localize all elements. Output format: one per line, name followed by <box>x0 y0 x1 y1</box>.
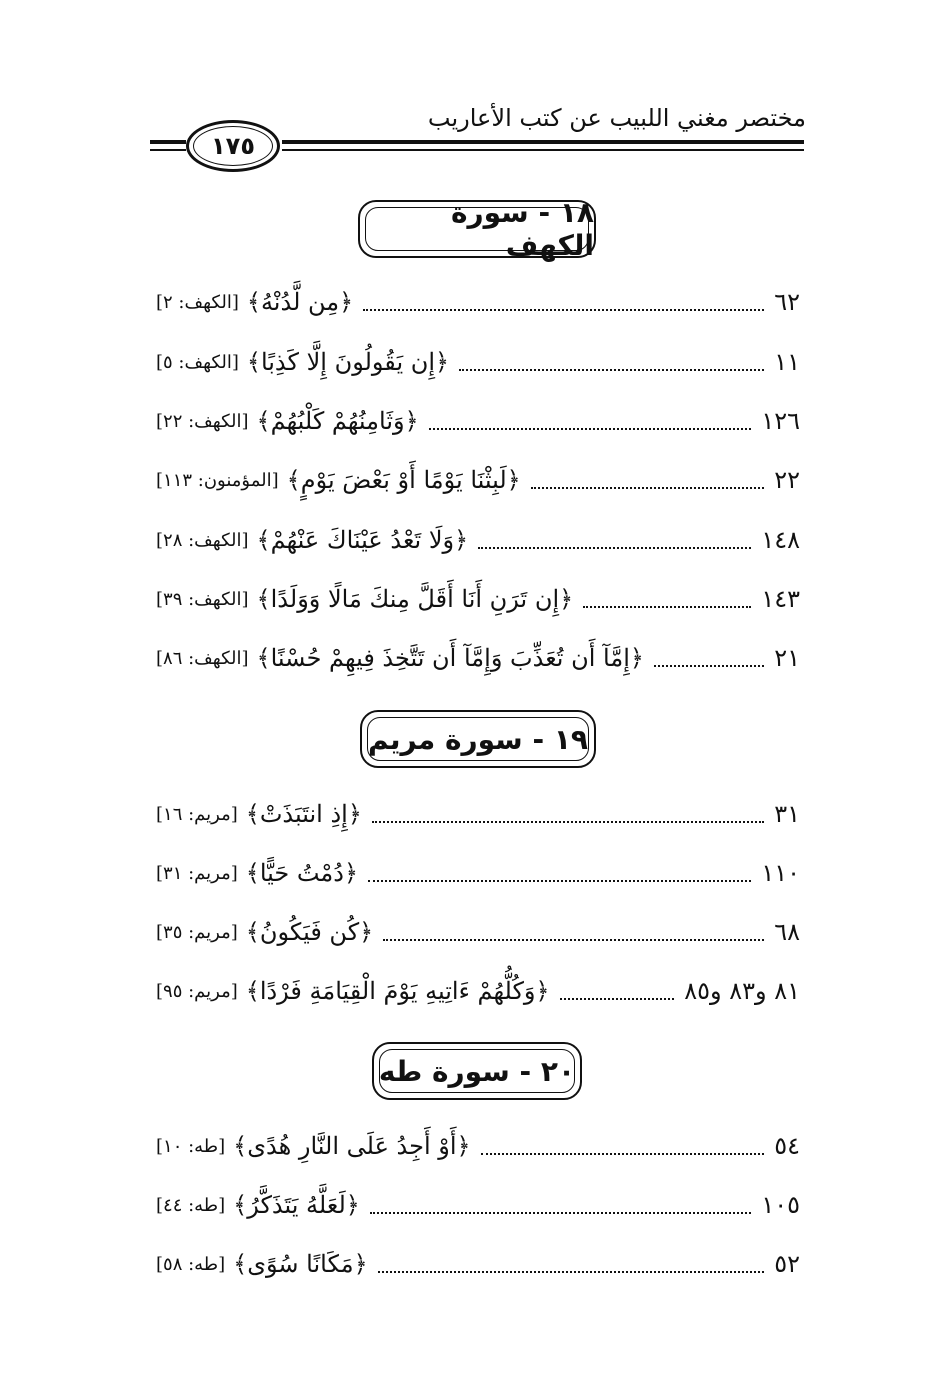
page-reference: ٢١ <box>774 644 800 672</box>
leader-dots <box>368 880 751 882</box>
leader-dots <box>459 369 764 371</box>
index-entry <box>156 399 800 443</box>
verse-reference: [الكهف: ٢] <box>156 291 239 313</box>
surah-heading-label: ٢٠ - سورة طه <box>378 1054 576 1088</box>
leader-dots <box>481 1153 765 1155</box>
running-header-title: مختصر مغني اللبيب عن كتب الأعاريب <box>427 104 806 132</box>
verse-reference: [الكهف: ٢٢] <box>156 410 249 432</box>
verse-reference: [الكهف: ٣٩] <box>156 588 249 610</box>
page-reference: ١١٠ <box>761 859 800 887</box>
header-rule-right-thick <box>282 140 804 144</box>
page-reference: ٣١ <box>774 800 800 828</box>
index-entry <box>156 1242 800 1286</box>
verse-reference: [مريم: ٣١] <box>156 862 238 884</box>
verse-text: ﴿إِن تَرَنِ أَنَا أَقَلَّ مِنكَ مَالًا وَوَلَدًا﴾ <box>256 585 574 613</box>
page-reference: ١٤٣ <box>761 585 800 613</box>
header-rule-left-thin <box>150 149 186 151</box>
page-reference: ٢٢ <box>774 466 800 494</box>
leader-dots <box>429 428 752 430</box>
verse-text: ﴿دُمْتُ حَيًّا﴾ <box>245 859 359 887</box>
page-reference: ٦٢ <box>774 288 800 316</box>
verse-reference: [مريم: ١٦] <box>156 803 238 825</box>
verse-text: ﴿لَبِثْنَا يَوْمًا أَوْ بَعْضَ يَوْمٍ﴾ <box>286 466 521 494</box>
index-entry <box>156 577 800 621</box>
page-number-ornament <box>186 120 280 172</box>
index-entry <box>156 851 800 895</box>
page-reference: ٦٨ <box>774 918 800 946</box>
header-rule-left-thick <box>150 140 186 144</box>
verse-text: ﴿وَكُلُّهُمْ ءَاتِيهِ يَوْمَ الْقِيَامَةِ فَرْدًا﴾ <box>245 977 550 1005</box>
verse-text: ﴿لَعَلَّهُ يَتَذَكَّرُ﴾ <box>233 1191 360 1219</box>
verse-reference: [طه: ٤٤] <box>156 1194 226 1216</box>
verse-reference: [مريم: ٩٥] <box>156 980 238 1002</box>
surah-heading-label: ١٨ - سورة الكهف <box>450 196 594 262</box>
verse-reference: [طه: ٥٨] <box>156 1253 226 1275</box>
page-reference: ١٢٦ <box>761 407 800 435</box>
page-number: ١٧٥ <box>211 132 255 160</box>
verse-text: ﴿مِن لَّدُنْهُ﴾ <box>246 288 354 316</box>
index-entry <box>156 792 800 836</box>
verse-text: ﴿إِمَّآ أَن تُعَذِّبَ وَإِمَّآ أَن تَتَّخِذَ فِيهِمْ حُسْنًا﴾ <box>256 644 644 672</box>
page-reference: ١٤٨ <box>761 526 800 554</box>
verse-text: ﴿وَثَامِنُهُمْ كَلْبُهُمْ﴾ <box>256 407 419 435</box>
leader-dots <box>363 309 764 311</box>
verse-reference: [الكهف: ٥] <box>156 351 239 373</box>
surah-heading-maryam <box>360 710 596 768</box>
surah-heading-taha <box>372 1042 582 1100</box>
surah-heading-kahf <box>358 196 596 262</box>
verse-text: ﴿كُن فَيَكُونُ﴾ <box>245 918 374 946</box>
leader-dots <box>372 821 764 823</box>
verse-text: ﴿أَوْ أَجِدُ عَلَى النَّارِ هُدًى﴾ <box>233 1132 471 1160</box>
page-reference: ٨١ و٨٣ و٨٥ <box>684 977 800 1005</box>
leader-dots <box>560 998 675 1000</box>
verse-reference: [طه: ١٠] <box>156 1135 226 1157</box>
page-reference: ٥٤ <box>774 1132 800 1160</box>
leader-dots <box>654 665 764 667</box>
index-entry <box>156 340 800 384</box>
index-entry <box>156 969 800 1013</box>
leader-dots <box>583 606 751 608</box>
verse-reference: [مريم: ٣٥] <box>156 921 238 943</box>
page-reference: ٥٢ <box>774 1250 800 1278</box>
verse-reference: [الكهف: ٢٨] <box>156 529 249 551</box>
leader-dots <box>378 1271 765 1273</box>
surah-heading-label: ١٩ - سورة مريم <box>367 722 588 756</box>
index-entry <box>156 910 800 954</box>
leader-dots <box>383 939 764 941</box>
verse-text: ﴿إِذِ انتَبَذَتْ﴾ <box>245 800 362 828</box>
page-reference: ١٠٥ <box>761 1191 800 1219</box>
verse-reference: [المؤمنون: ١١٣] <box>156 469 279 491</box>
page-reference: ١١ <box>774 348 800 376</box>
index-entry <box>156 1183 800 1227</box>
leader-dots <box>478 547 751 549</box>
index-entry <box>156 280 800 324</box>
index-entry <box>156 458 800 502</box>
index-entry <box>156 1124 800 1168</box>
leader-dots <box>531 487 764 489</box>
verse-reference: [الكهف: ٨٦] <box>156 647 249 669</box>
verse-text: ﴿وَلَا تَعْدُ عَيْنَاكَ عَنْهُمْ﴾ <box>256 526 469 554</box>
index-entry <box>156 518 800 562</box>
verse-text: ﴿مَكَانًا سُوًى﴾ <box>233 1250 368 1278</box>
verse-text: ﴿إِن يَقُولُونَ إِلَّا كَذِبًا﴾ <box>246 348 450 376</box>
index-entry <box>156 636 800 680</box>
header-rule-right-thin <box>282 149 804 151</box>
leader-dots <box>370 1212 752 1214</box>
